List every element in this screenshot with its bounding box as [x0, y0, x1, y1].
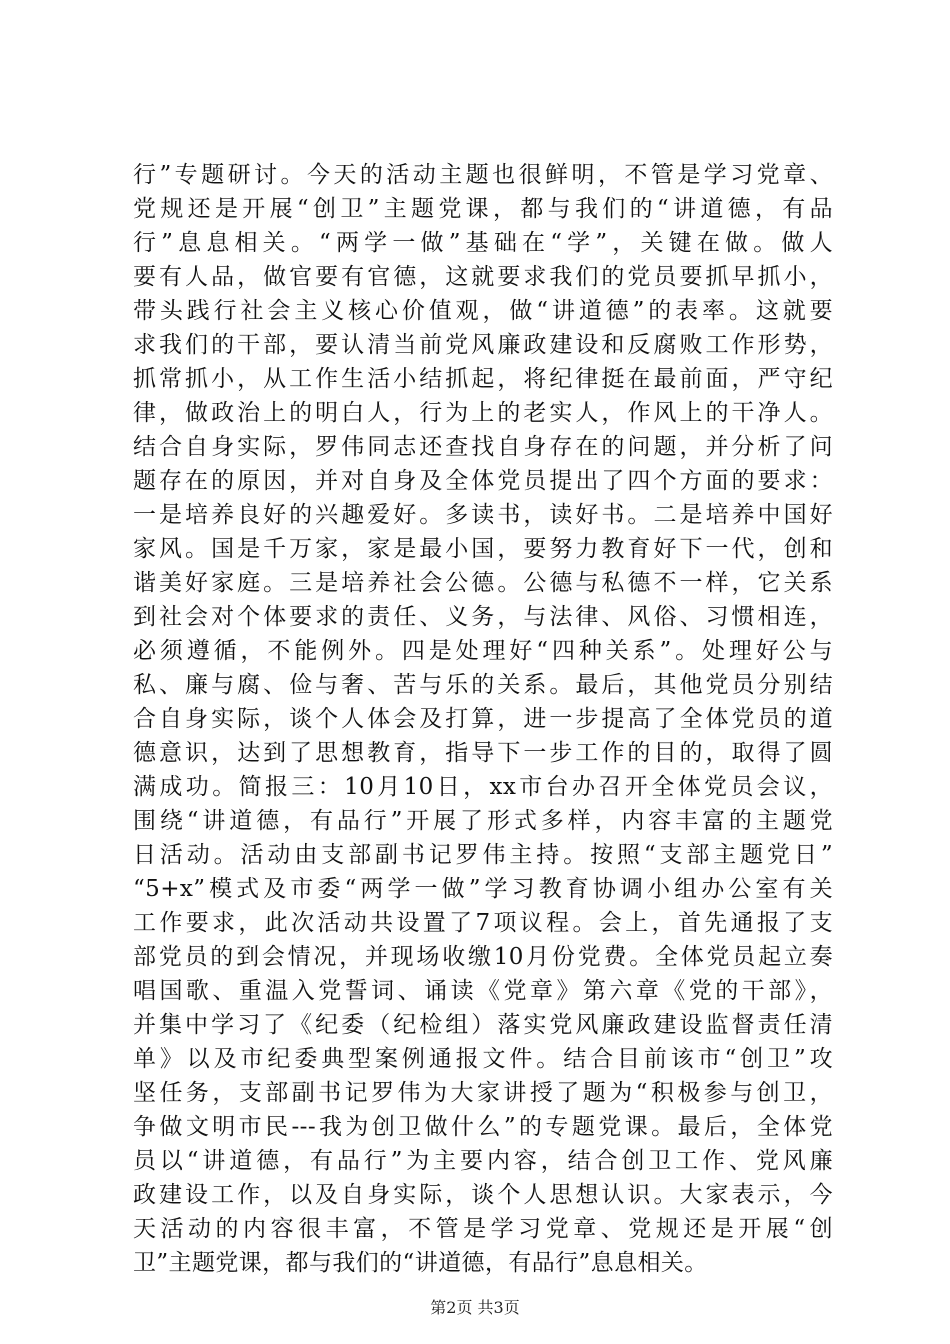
text-line: 行”息息相关。“两学一做”基础在“学”，关键在做。做人 [133, 230, 833, 256]
text-line: 并集中学习了《纪委（纪检组）落实党风廉政建设监督责任清 [133, 1012, 833, 1038]
text-line: 卫”主题党课，都与我们的“讲道德，有品行”息息相关。 [133, 1250, 708, 1276]
text-line: 坚任务，支部副书记罗伟为大家讲授了题为“积极参与创卫， [133, 1080, 833, 1106]
text-line: 天活动的内容很丰富，不管是学习党章、党规还是开展“创 [133, 1216, 833, 1242]
text-line: 行”专题研讨。今天的活动主题也很鲜明，不管是学习党章、 [133, 162, 833, 188]
text-line: 抓常抓小，从工作生活小结抓起，将纪律挺在最前面，严守纪 [133, 366, 833, 392]
text-line: 要有人品，做官要有官德，这就要求我们的党员要抓早抓小， [133, 264, 833, 290]
text-line: 围绕“讲道德，有品行”开展了形式多样，内容丰富的主题党 [133, 808, 833, 834]
text-line: 合自身实际，谈个人体会及打算，进一步提高了全体党员的道 [133, 706, 833, 732]
text-line: 带头践行社会主义核心价值观，做“讲道德”的表率。这就要 [133, 298, 833, 324]
text-line: 单》以及市纪委典型案例通报文件。结合目前该市“创卫”攻 [133, 1046, 833, 1072]
text-line: 部党员的到会情况，并现场收缴10月份党费。全体党员起立奏 [133, 944, 833, 970]
text-line: 日活动。活动由支部副书记罗伟主持。按照“支部主题党日” [133, 842, 833, 868]
text-line: 党规还是开展“创卫”主题党课，都与我们的“讲道德，有品 [133, 196, 833, 222]
text-line: 谐美好家庭。三是培养社会公德。公德与私德不一样，它关系 [133, 570, 833, 596]
document-body [133, 158, 833, 1280]
page-number-footer: 第2页 共3页 [430, 1298, 520, 1317]
text-line: 私、廉与腐、俭与奢、苦与乐的关系。最后，其他党员分别结 [133, 672, 833, 698]
text-line: 家风。国是千万家，家是最小国，要努力教育好下一代，创和 [133, 536, 833, 562]
text-line: 唱国歌、重温入党誓词、诵读《党章》第六章《党的干部》， [133, 978, 833, 1004]
text-line: 工作要求，此次活动共设置了7项议程。会上，首先通报了支 [133, 910, 833, 936]
text-line: 满成功。简报三：10月10日，xx市台办召开全体党员会议， [133, 774, 833, 800]
text-line: 题存在的原因，并对自身及全体党员提出了四个方面的要求： [133, 468, 833, 494]
text-line: “5+x”模式及市委“两学一做”学习教育协调小组办公室有关 [133, 876, 833, 902]
text-line: 政建设工作，以及自身实际，谈个人思想认识。大家表示，今 [133, 1182, 833, 1208]
text-line: 到社会对个体要求的责任、义务，与法律、风俗、习惯相连， [133, 604, 833, 630]
text-line: 德意识，达到了思想教育，指导下一步工作的目的，取得了圆 [133, 740, 833, 766]
text-line: 结合自身实际，罗伟同志还查找自身存在的问题，并分析了问 [133, 434, 833, 460]
text-line: 律，做政治上的明白人，行为上的老实人，作风上的干净人。 [133, 400, 833, 426]
text-line: 员以“讲道德，有品行”为主要内容，结合创卫工作、党风廉 [133, 1148, 833, 1174]
text-line: 争做文明市民---我为创卫做什么”的专题党课。最后，全体党 [133, 1114, 833, 1140]
text-line: 求我们的干部，要认清当前党风廉政建设和反腐败工作形势， [133, 332, 833, 358]
text-line: 一是培养良好的兴趣爱好。多读书，读好书。二是培养中国好 [133, 502, 833, 528]
text-line: 必须遵循，不能例外。四是处理好“四种关系”。处理好公与 [133, 638, 833, 664]
